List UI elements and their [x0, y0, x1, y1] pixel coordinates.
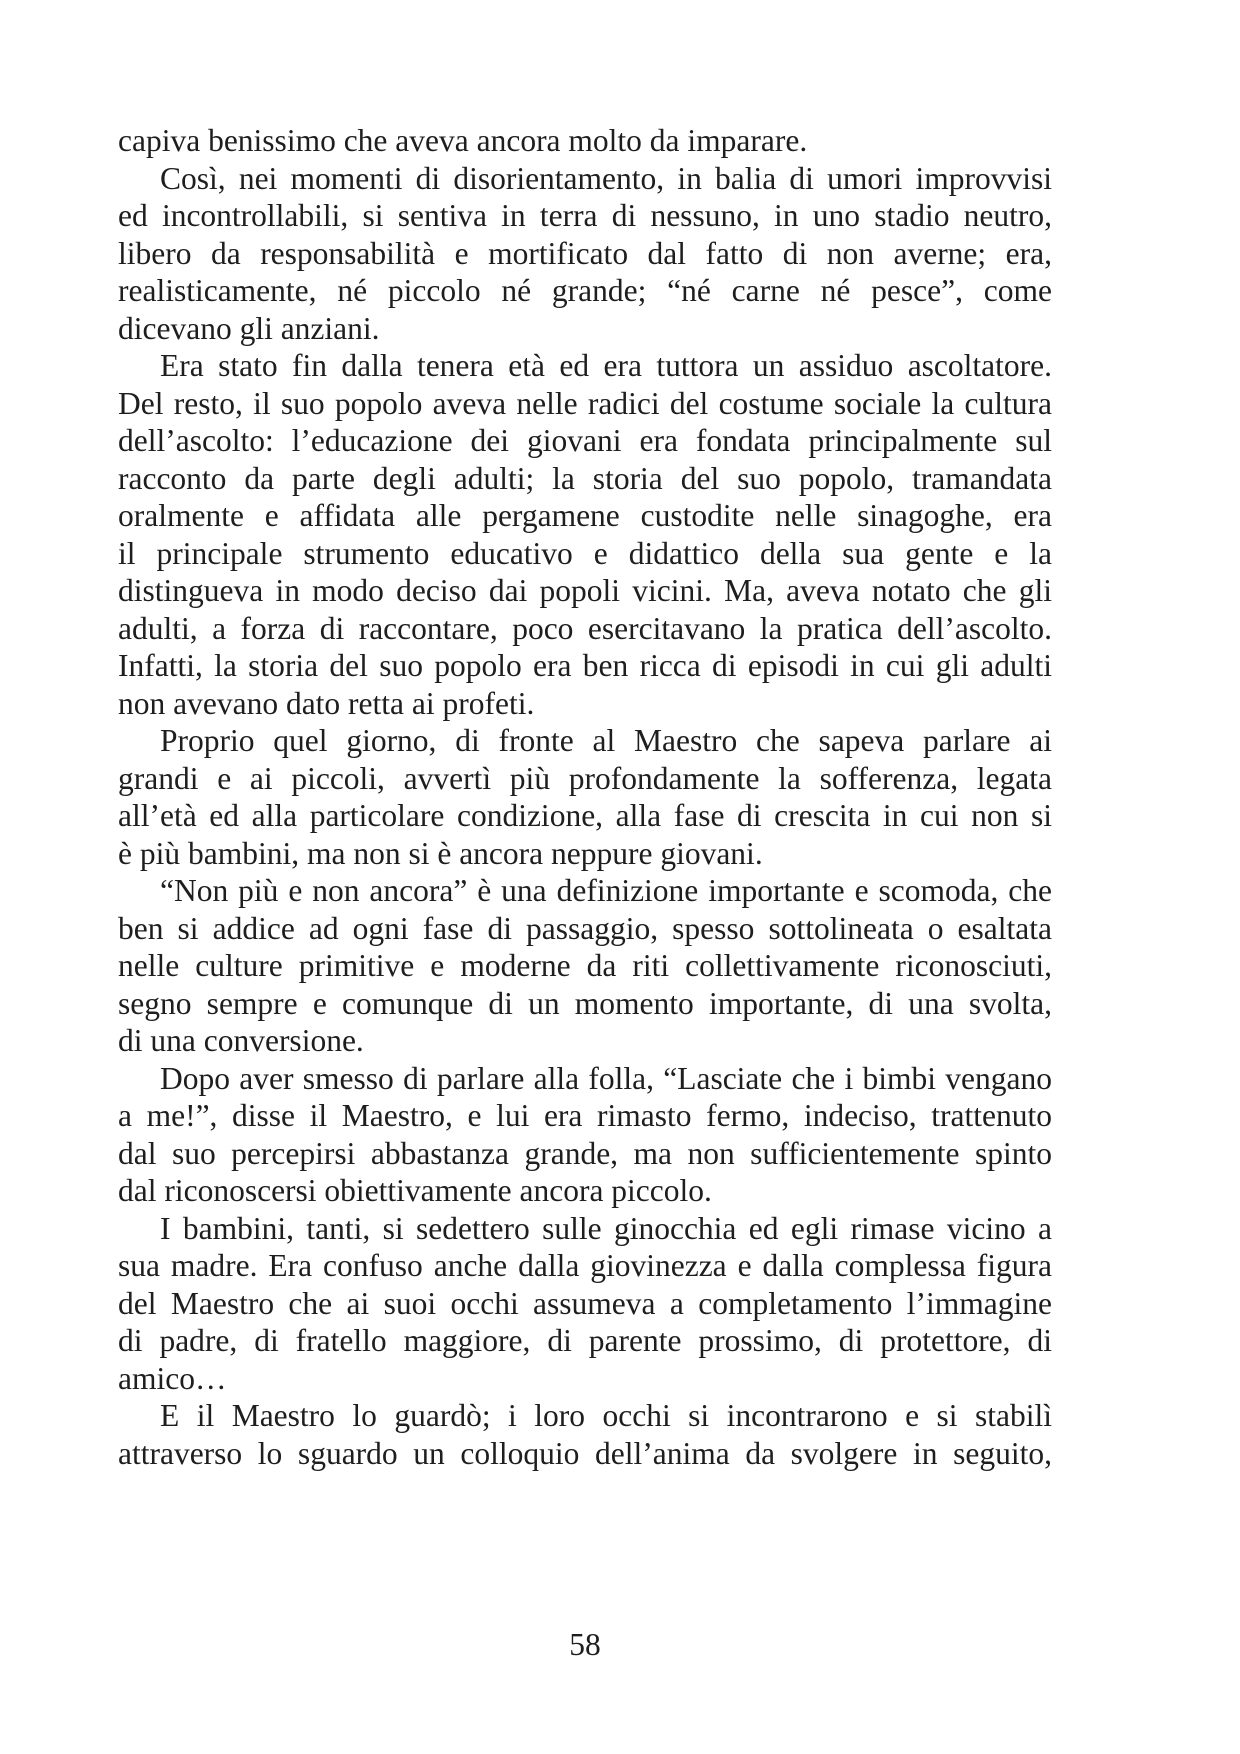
text-line: Così, nei momenti di disorientamento, in balia di umori improvvisi [160, 160, 1052, 196]
text-line: dal riconoscersi obiettivamente ancora piccolo. [118, 1173, 712, 1208]
text-line: I bambini, tanti, si sedettero sulle ginocchia ed egli rimase vicino a [160, 1210, 1052, 1246]
text-line: nelle culture primitive e moderne da riti collettivamente riconosciuti, [118, 948, 1052, 983]
text-line: all’età ed alla particolare condizione, alla fase di crescita in cui non si [118, 798, 1052, 833]
body-text [118, 122, 1052, 1472]
text-line: E il Maestro lo guardò; i loro occhi si incontrarono e si stabilì [160, 1398, 1052, 1433]
text-line: ben si addice ad ogni fase di passaggio, spesso sottolineata o esaltata [118, 910, 1052, 946]
text-line: ed incontrollabili, si sentiva in terra di nessuno, in uno stadio neutro, [118, 198, 1052, 233]
text-line: dell’ascolto: l’educazione dei giovani era fondata principalmente sul [118, 423, 1052, 458]
text-line: è più bambini, ma non si è ancora neppure giovani. [118, 835, 763, 871]
text-line: Dopo aver smesso di parlare alla folla, “Lasciate che i bimbi vengano [160, 1060, 1052, 1096]
text-line: del Maestro che ai suoi occhi assumeva a completamento l’immagine [118, 1285, 1052, 1321]
text-line: realisticamente, né piccolo né grande; “né carne né pesce”, come [118, 273, 1052, 308]
text-line: adulti, a forza di raccontare, poco esercitavano la pratica dell’ascolto. [118, 610, 1052, 646]
text-line: dicevano gli anziani. [118, 310, 380, 346]
text-line: il principale strumento educativo e didattico della sua gente e la [118, 535, 1052, 571]
text-line: capiva benissimo che aveva ancora molto da imparare. [118, 123, 808, 158]
page-number: 58 [569, 1627, 601, 1662]
text-line: oralmente e affidata alle pergamene custodite nelle sinagoghe, era [118, 498, 1052, 533]
text-line: amico… [118, 1360, 227, 1396]
text-line: Era stato fin dalla tenera età ed era tuttora un assiduo ascoltatore. [160, 348, 1052, 383]
text-line: dal suo percepirsi abbastanza grande, ma non sufficientemente spinto [118, 1135, 1052, 1171]
text-line: Del resto, il suo popolo aveva nelle radici del costume sociale la cultura [118, 385, 1052, 421]
text-line: sua madre. Era confuso anche dalla giovinezza e dalla complessa figura [118, 1248, 1052, 1283]
text-line: distingueva in modo deciso dai popoli vicini. Ma, aveva notato che gli [118, 573, 1052, 608]
text-line: Proprio quel giorno, di fronte al Maestro che sapeva parlare ai [160, 723, 1052, 758]
text-line: non avevano dato retta ai profeti. [118, 685, 535, 721]
text-line: libero da responsabilità e mortificato dal fatto di non averne; era, [118, 235, 1052, 271]
text-line: racconto da parte degli adulti; la storia del suo popolo, tramandata [118, 460, 1052, 496]
text-line: di una conversione. [118, 1023, 364, 1058]
text-line: Infatti, la storia del suo popolo era ben ricca di episodi in cui gli adulti [118, 648, 1052, 683]
text-line: a me!”, disse il Maestro, e lui era rimasto fermo, indeciso, trattenuto [118, 1098, 1052, 1133]
text-line: grandi e ai piccoli, avvertì più profondamente la sofferenza, legata [118, 760, 1052, 796]
text-line: di padre, di fratello maggiore, di parente prossimo, di protettore, di [118, 1323, 1052, 1358]
text-line: attraverso lo sguardo un colloquio dell’anima da svolgere in seguito, [118, 1435, 1052, 1471]
text-line: segno sempre e comunque di un momento importante, di una svolta, [118, 985, 1052, 1021]
text-line: “Non più e non ancora” è una definizione importante e scomoda, che [160, 873, 1052, 908]
